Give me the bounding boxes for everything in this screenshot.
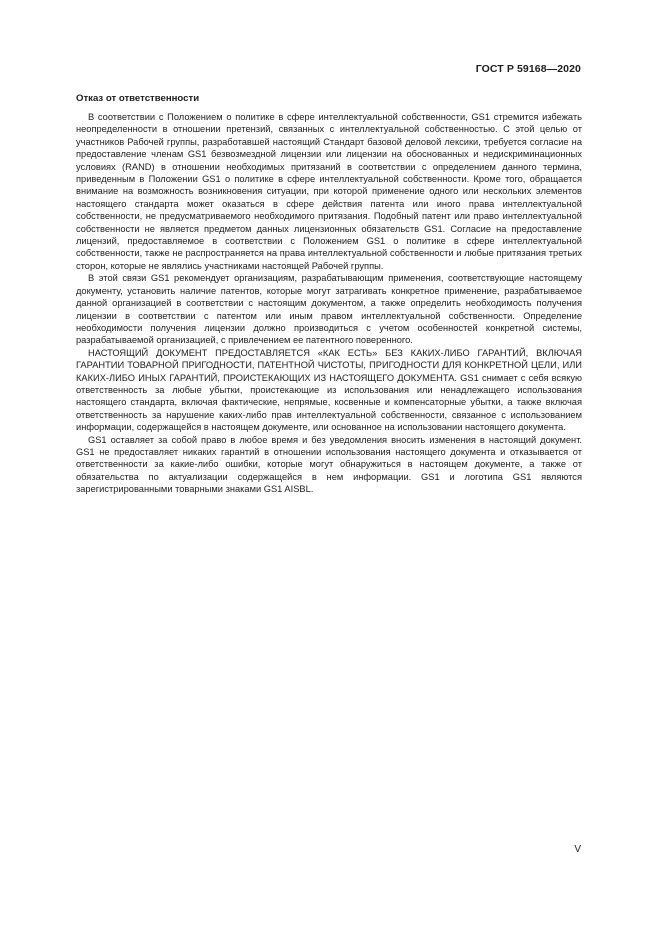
paragraph-ip-policy: В соответствии с Положением о политике в сфере интеллектуальной собственности, GS1 стремится избежать неопределенности в отношении претензий, связанных с интеллектуальной собственностью. С этой целью от участников Рабочей группы, разработавшей настоящий Стандарт базовой деловой лексики, требуется согласие на предоставление членам GS1 безвозмездной лицензии или лицензии на обоснованных и недискриминационных условиях (RAND) в отношении необходимых притязаний в соответствии с определением данного термина, приведенным в Положении GS1 о политике в сфере интеллектуальной собственности. Кроме того, обращается внимание на возможность возникновения ситуации, при которой применение одного или нескольких элементов настоящего стандарта может оказаться в сфере действия патента или иного права интеллектуальной собственности, не предусматриваемого необходимого притязания. Подобный патент или право интеллектуальной собственности не является предметом данных лицензионных обязательств GS1. Согласие на предоставление лицензий, предоставляемое в соответствии с Положением GS1 о политике в сфере интеллектуальной собственности, также не распространяется на права интеллектуальной собственности и любые притязания третьих сторон, которые не являлись участниками настоящей Рабочей группы. [76, 112, 582, 271]
standard-designation: ГОСТ Р 59168—2020 [475, 63, 581, 75]
disclaimer-section [76, 92, 582, 496]
paragraph-changes-trademarks: GS1 оставляет за собой право в любое время и без уведомления вносить изменения в настоящий документ. GS1 не предоставляет никаких гарантий в отношении использования настоящего документа и отказывается от ответственности за какие-либо ошибки, которые могут обнаружиться в настоящем документе, а также от обязательства по актуализации содержащейся в нем информации. GS1 и логотипа GS1 являются зарегистрированными товарными знаками GS1 AISBL. [76, 434, 582, 495]
paragraph-as-is-warranty: НАСТОЯЩИЙ ДОКУМЕНТ ПРЕДОСТАВЛЯЕТСЯ «КАК ЕСТЬ» БЕЗ КАКИХ-ЛИБО ГАРАНТИЙ, ВКЛЮЧАЯ ГАРАНТИИ ТОВАРНОЙ ПРИГОДНОСТИ, ПАТЕНТНОЙ ЧИСТОТЫ, ПРИГОДНОСТИ ДЛЯ КОНКРЕТНОЙ ЦЕЛИ, ИЛИ КАКИХ-ЛИБО ИНЫХ ГАРАНТИЙ, ПРОИСТЕКАЮЩИХ ИЗ НАСТОЯЩЕГО ДОКУМЕНТА. GS1 снимает с себя всякую ответственность за любые убытки, проистекающие из использования или ненадлежащего использования настоящего стандарта, включая фактические, непрямые, косвенные и компенсаторные убытки, а также включая ответственность за нарушение каких-либо прав интеллектуальной собственности, связанное с использованием информации, содержащейся в настоящем документе, или основанное на использовании настоящего документа. [76, 347, 582, 433]
section-title: Отказ от ответственности [76, 93, 200, 104]
page-number: V [574, 844, 581, 855]
paragraph-patent-recommendation: В этой связи GS1 рекомендует организациям, разрабатывающим применения, соответствующие настоящему документу, установить наличие патентов, которые могут затрагивать конкретное применение, разрабатываемое данной организацией в соответствии с настоящим документом, а также определить необходимость получения лицензии в соответствии с патентом или иным правом интеллектуальной собственности. Определение необходимости получения лицензии должно производиться с учетом особенностей конкретной системы, разрабатываемой организацией, с привлечением ее патентного поверенного. [76, 273, 582, 346]
